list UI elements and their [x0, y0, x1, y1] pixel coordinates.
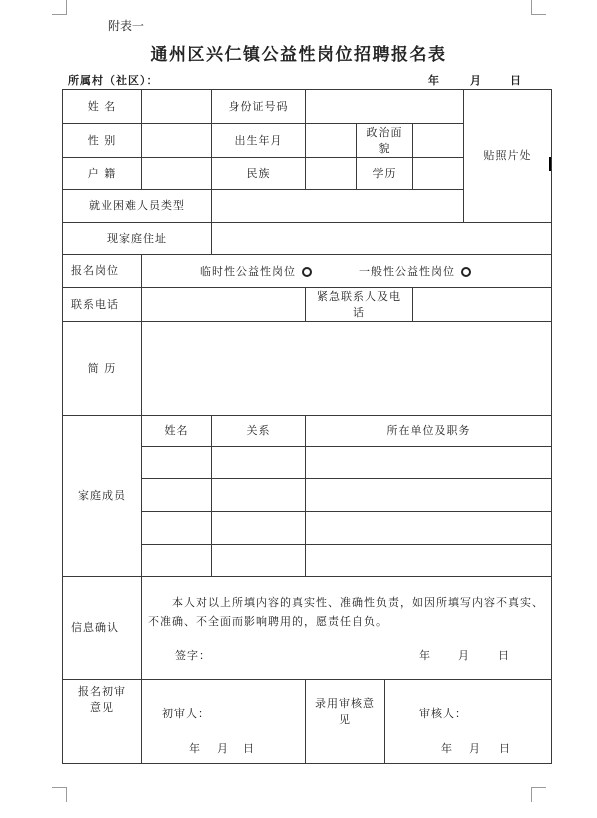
- header-day: 日: [510, 74, 521, 87]
- header-line: [68, 72, 550, 88]
- initial-day: 日: [243, 742, 255, 755]
- form-title: 通州区兴仁镇公益性岗位招聘报名表: [150, 45, 447, 65]
- field-resume[interactable]: [141, 321, 552, 416]
- field-emergency[interactable]: [412, 287, 552, 322]
- label-ethnicity: 民族: [211, 157, 306, 190]
- label-birth: 出生年月: [211, 123, 306, 158]
- label-position: 报名岗位: [62, 254, 142, 288]
- label-initial-opinion: 报名初审意见: [62, 679, 142, 764]
- confirm-statement: 本人对以上所填内容的真实性、准确性负责，如因所填写内容不真实、不准确、不全面而影响聘用的，愿责任自负。: [148, 596, 544, 628]
- initial-reviewer-label: 初审人：: [162, 707, 210, 720]
- label-confirm: 信息确认: [62, 576, 142, 680]
- label-address: 现家庭住址: [62, 222, 212, 255]
- option-general-label: 一般性公益性岗位: [359, 265, 455, 278]
- family-row-1-work[interactable]: [305, 446, 552, 479]
- family-header-relation: 关系: [211, 415, 306, 447]
- crop-mark-bottom-left: [52, 787, 67, 802]
- label-hire-opinion: 录用审核意见: [305, 679, 385, 764]
- field-ethnicity[interactable]: [305, 157, 357, 190]
- confirm-day: 日: [498, 649, 510, 662]
- label-resume: 简 历: [62, 321, 142, 416]
- photo-area: 贴照片处: [463, 89, 552, 223]
- label-household: 户 籍: [62, 157, 142, 190]
- field-birth[interactable]: [305, 123, 357, 158]
- field-household[interactable]: [141, 157, 212, 190]
- header-month: 月: [470, 74, 481, 87]
- family-row-2-work[interactable]: [305, 478, 552, 512]
- family-row-1-name[interactable]: [141, 446, 212, 479]
- radio-icon: [302, 267, 312, 277]
- family-row-3-work[interactable]: [305, 511, 552, 545]
- family-header-name: 姓名: [141, 415, 212, 447]
- field-id-number[interactable]: [305, 89, 464, 124]
- label-political: 政治面貌: [356, 123, 413, 158]
- confirm-year: 年: [419, 649, 431, 662]
- position-options: [141, 254, 552, 288]
- crop-mark-top-right: [531, 0, 546, 15]
- family-row-4-relation[interactable]: [211, 544, 306, 577]
- family-row-3-relation[interactable]: [211, 511, 306, 545]
- initial-review-area[interactable]: [141, 679, 306, 764]
- field-name[interactable]: [141, 89, 212, 124]
- label-gender: 性 别: [62, 123, 142, 158]
- registration-form: [62, 89, 552, 764]
- hire-month: 月: [469, 742, 481, 755]
- label-employment-type: 就业困难人员类型: [62, 189, 212, 223]
- crop-mark-bottom-right: [531, 787, 546, 802]
- field-address[interactable]: [211, 222, 552, 255]
- option-temp-label: 临时性公益性岗位: [200, 265, 296, 278]
- crop-mark-top-left: [52, 0, 67, 15]
- village-label: 所属村（社区）：: [68, 74, 159, 87]
- label-family: 家庭成员: [62, 415, 142, 577]
- hire-review-area[interactable]: [384, 679, 552, 764]
- confirm-month: 月: [458, 649, 470, 662]
- family-row-3-name[interactable]: [141, 511, 212, 545]
- family-header-work: 所在单位及职务: [305, 415, 552, 447]
- label-id-number: 身份证号码: [211, 89, 306, 124]
- label-name: 姓 名: [62, 89, 142, 124]
- field-education[interactable]: [412, 157, 464, 190]
- field-political[interactable]: [412, 123, 464, 158]
- label-phone: 联系电话: [62, 287, 142, 322]
- hire-reviewer-label: 审核人：: [419, 707, 467, 720]
- confirm-area: [141, 576, 552, 680]
- hire-year: 年: [441, 742, 453, 755]
- hire-day: 日: [499, 742, 511, 755]
- initial-year: 年: [189, 742, 201, 755]
- label-education: 学历: [356, 157, 413, 190]
- family-row-2-relation[interactable]: [211, 478, 306, 512]
- option-general-position[interactable]: [359, 264, 471, 280]
- radio-icon: [461, 267, 471, 277]
- field-phone[interactable]: [141, 287, 306, 322]
- sign-label: 签字：: [175, 649, 211, 662]
- family-row-4-work[interactable]: [305, 544, 552, 577]
- family-row-2-name[interactable]: [141, 478, 212, 512]
- field-gender[interactable]: [141, 123, 212, 158]
- header-year: 年: [428, 74, 439, 87]
- family-row-4-name[interactable]: [141, 544, 212, 577]
- initial-month: 月: [217, 742, 229, 755]
- label-emergency: 紧急联系人及电话: [305, 287, 413, 322]
- field-employment-type[interactable]: [211, 189, 464, 223]
- attachment-label: 附表一: [108, 19, 145, 33]
- option-temp-position[interactable]: [200, 264, 312, 280]
- family-row-1-relation[interactable]: [211, 446, 306, 479]
